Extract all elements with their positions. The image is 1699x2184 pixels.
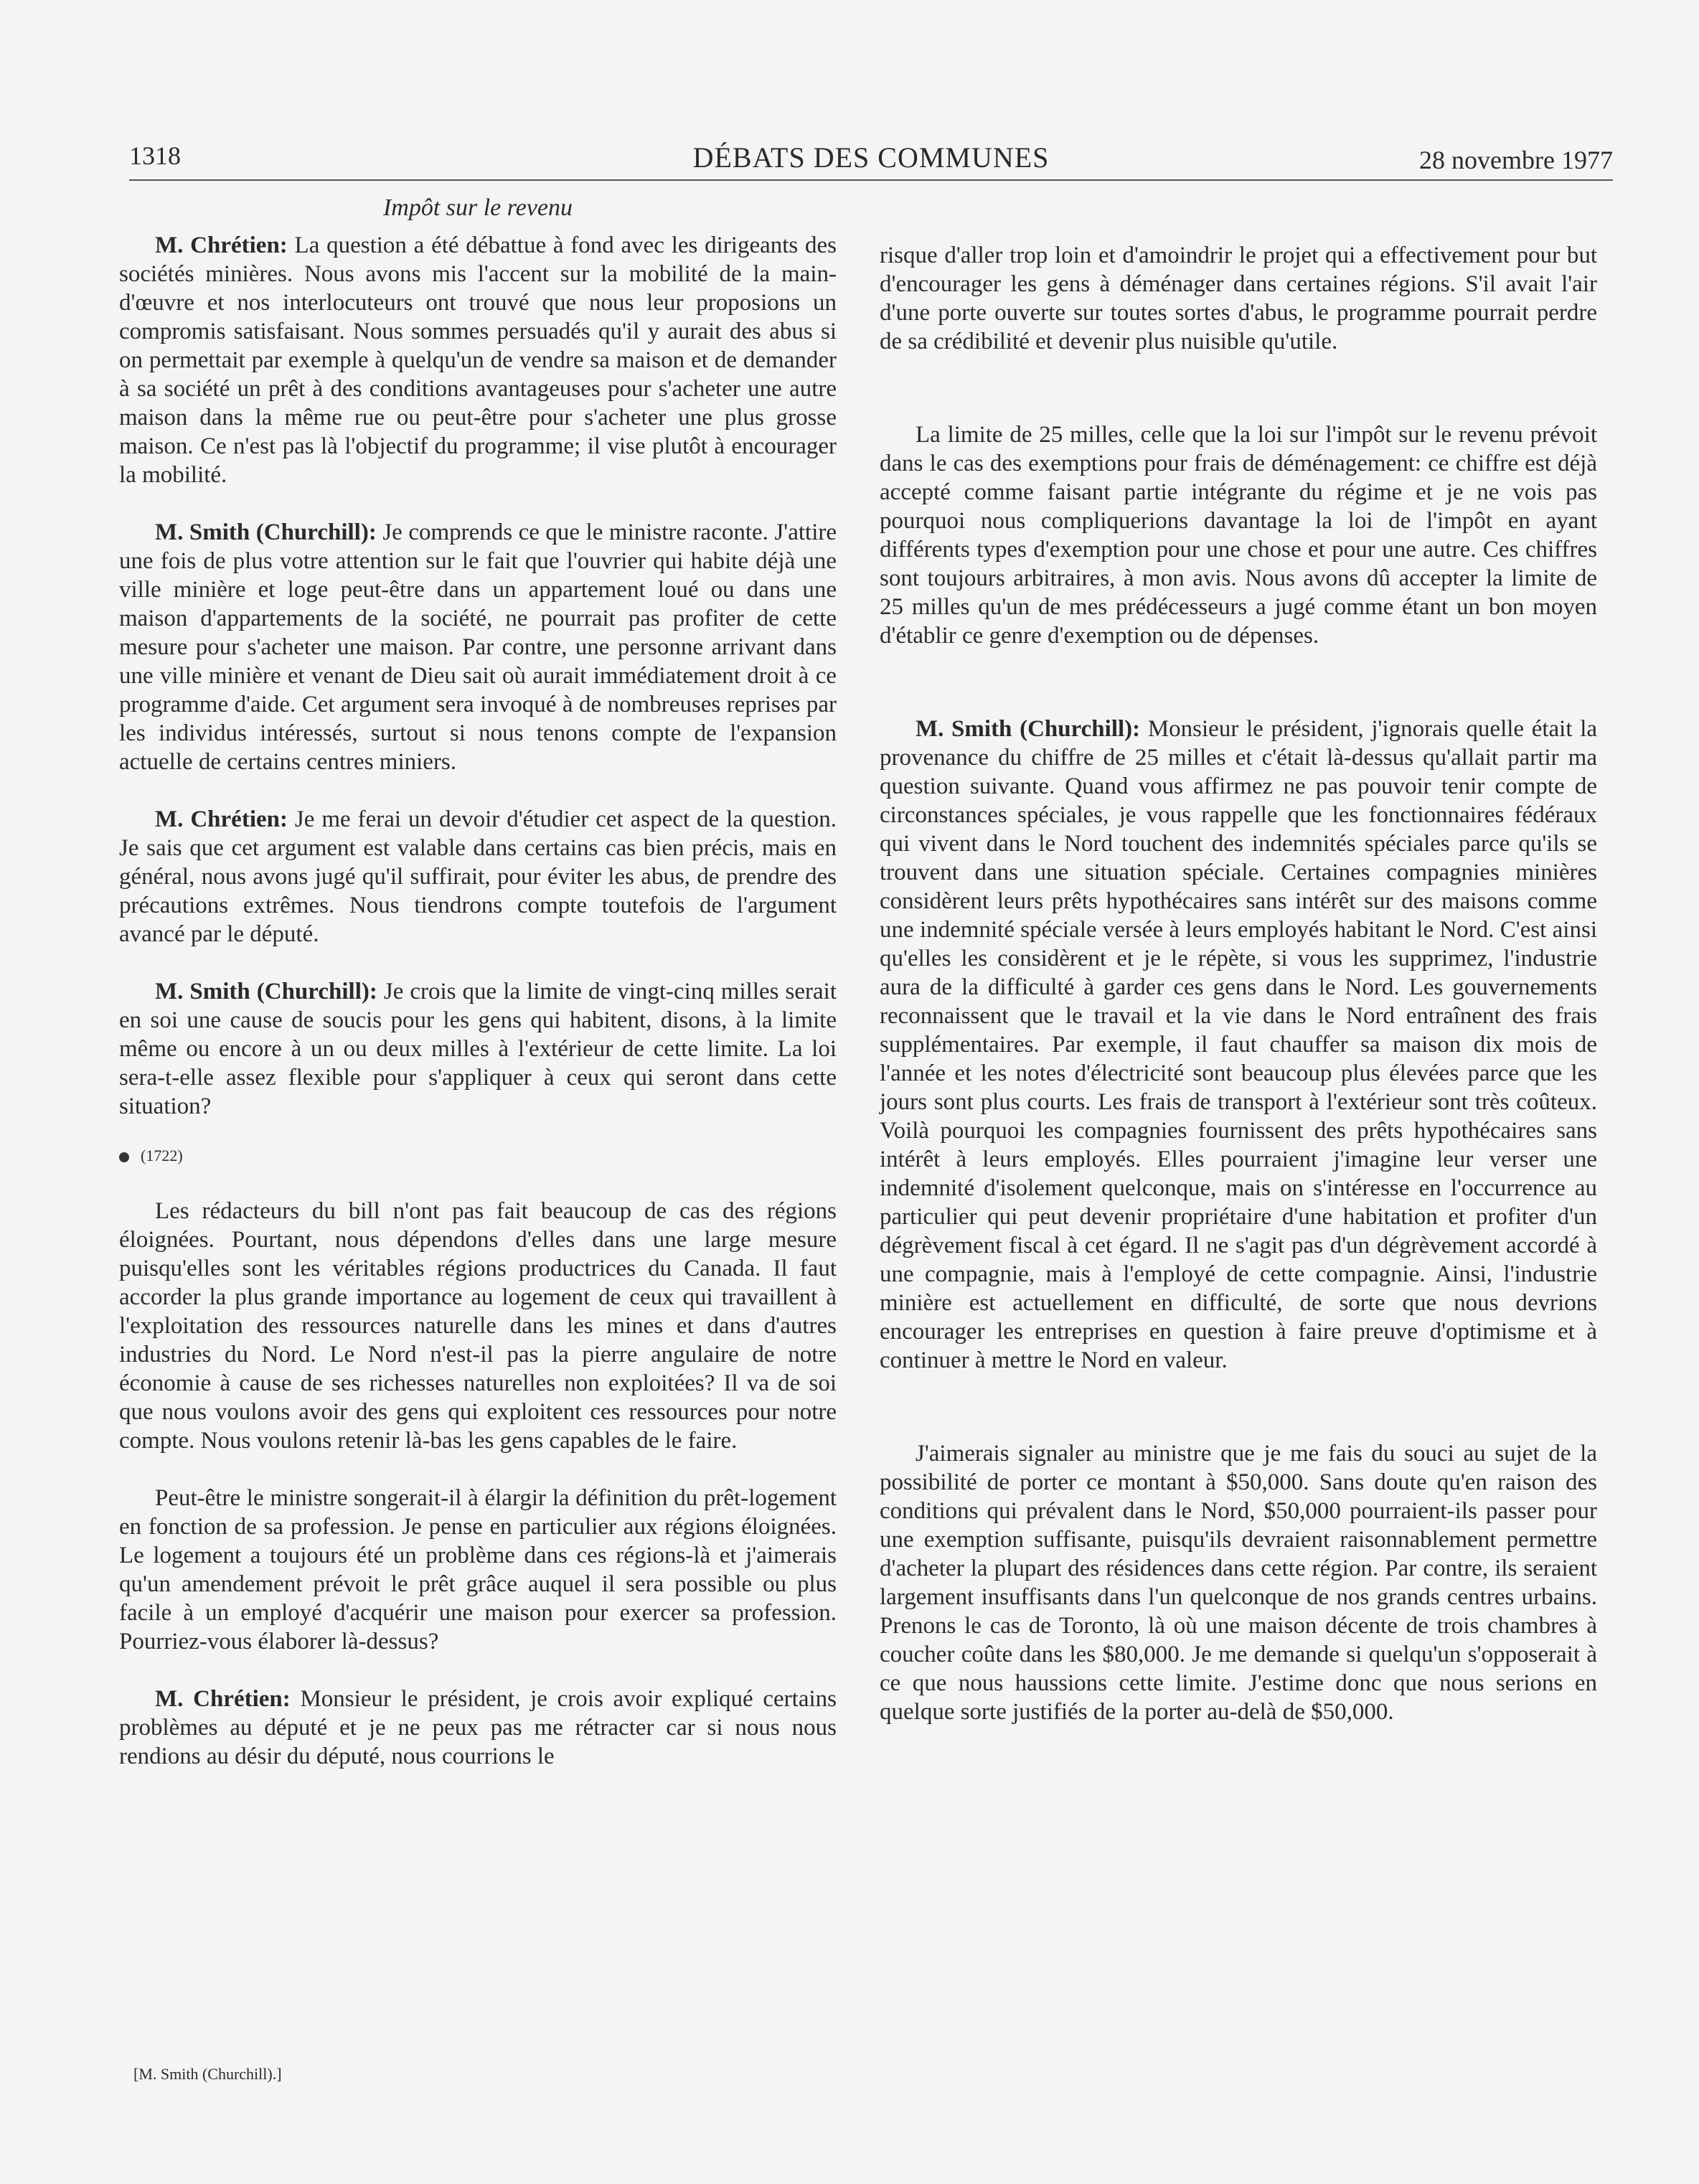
speech-text: Je comprends ce que le ministre raconte. J'attire une fois de plus votre attention sur le fait que l'ouvrier qui habite déjà une ville minière et loge peut-être dans un appartement loué ou dans une maison d'appartements de la société, ne pourrait pas profiter de cette mesure pour s'acheter une maison. Par contre, une personne arrivant dans une ville minière et venant de Dieu sait où aurait immédiatement droit à ce programme d'aide. Cet argument sera invoqué à de nombreuses reprises par les individus intéressés, surtout si nous tenons compte de l'expansion actuelle de certains centres miniers. [119,519,837,775]
speech-text: Monsieur le président, je crois avoir expliqué certains problèmes au député et je ne peux pas me rétracter car si nous nous rendions au désir du député, nous courrions le [119,1686,837,1769]
paragraph [880,1439,1597,1726]
speech-text: Les rédacteurs du bill n'ont pas fait beaucoup de cas des régions éloignées. Pourtant, nous dépendons d'elles dans une large mesure puisqu'elles sont les véritables régions productrices du Canada. Il faut accorder la plus grande importance au logement de ceux qui travaillent à l'exploitation des ressources naturelle dans les mines et dans d'autres industries du Nord. Le Nord n'est-il pas la pierre angulaire de notre économie à cause de ses richesses naturelles non exploitées? Il va de soi que nous voulons avoir des gens qui exploitent ces ressources pour notre compte. Nous voulons retenir là-bas les gens capables de le faire. [119,1198,837,1454]
speaker-name: M. Chrétien: [155,1686,291,1712]
right-column [880,241,1597,1726]
time-marker-text: (1722) [141,1147,183,1164]
speaker-name: M. Smith (Churchill): [155,979,377,1004]
publication-title: DÉBATS DES COMMUNES [692,141,1050,174]
time-marker [119,1145,837,1167]
page-date: 28 novembre 1977 [1419,146,1613,174]
left-column [119,194,837,1771]
page-header [129,138,1613,181]
paragraph [880,715,1597,1375]
paragraph [119,977,837,1121]
paragraph [880,241,1597,356]
bullet-dot-icon [119,1152,129,1162]
paragraph [119,805,837,949]
speaker-name: M. Chrétien: [155,806,288,832]
speech-text: Monsieur le président, j'ignorais quelle était la provenance du chiffre de 25 milles et c'était là-dessus qu'allait partir ma question suivante. Quand vous affirmez ne pas pouvoir tenir compte de circonstances spéciales, je vous rappelle que les fonctionnaires fédéraux qui vivent dans le Nord touchent des indemnités spéciales parce qu'ils se trouvent dans une situation spéciale. Certaines compagnies minières considèrent leurs prêts hypothécaires sans intérêt sur des maisons comme une indemnité spéciale versée à leurs employés habitant le Nord. C'est ainsi qu'elles les considèrent et je le répète, si vous les supprimez, l'industrie aura de la difficulté à garder ces gens dans le Nord. Les gouvernements reconnaissent que le travail et la vie dans le Nord entraînent des frais supplémentaires. Par exemple, il faut chauffer sa maison dix mois de l'année et les notes d'électricité sont beaucoup plus élevées parce que les jours sont plus courts. Les frais de transport à l'extérieur sont très coûteux. Voilà pourquoi les compagnies fournissent des prêts hypothécaires sans intérêt à leurs employés. Elles pourraient j'imagine leur verser une indemnité d'isolement quelconque, mais on s'intéresse en l'occurrence au particulier qui peut devenir propriétaire d'une habitation et profiter d'un dégrèvement fiscal à cet égard. Il ne s'agit pas d'un dégrèvement accordé à une compagnie, mais à l'employé de cette compagnie. Ainsi, l'industrie minière est actuellement en difficulté, de sorte que nous devrions encourager les entreprises en question à faire preuve d'optimisme et à continuer à mettre le Nord en valeur. [880,716,1598,1373]
paragraph [880,420,1597,650]
speech-text: Peut-être le ministre songerait-il à élargir la définition du prêt-logement en fonction de sa profession. Je pense en particulier aux régions éloignées. Le logement a toujours été un problème dans ces régions-là et j'aimerais qu'un amendement prévoit le prêt grâce auquel il sera possible ou plus facile à un employé d'acquérir une maison pour exercer sa profession. Pourriez-vous élaborer là-dessus? [119,1485,837,1655]
paragraph [119,1197,837,1455]
paragraph [119,518,837,776]
speech-text: La question a été débattue à fond avec les dirigeants des sociétés minières. Nous avons mis l'accent sur la mobilité de la main-d'œuvre et nos interlocuteurs ont trouvé que nous leur proposions un compromis satisfaisant. Nous sommes persuadés qu'il y aurait des abus si on permettait par exemple à quelqu'un de vendre sa maison et de demander à sa société un prêt à des conditions avantageuses pour s'acheter une autre maison dans la même rue ou peut-être pour s'acheter une plus grosse maison. Ce n'est pas là l'objectif du programme; il vise plutôt à encourager la mobilité. [119,232,837,488]
speaker-name: M. Smith (Churchill): [916,716,1141,742]
section-title: Impôt sur le revenu [382,194,573,221]
speech-text: La limite de 25 milles, celle que la loi sur l'impôt sur le revenu prévoit dans le cas des exemptions pour frais de déménagement: ce chiffre est déjà accepté comme faisant partie intégrante du régime et je ne vois pas pourquoi nous compliquerions davantage la loi de l'impôt en ayant différents types d'exemption pour une chose et pour une autre. Ces chiffres sont toujours arbitraires, à mon avis. Nous avons dû accepter la limite de 25 milles qu'un de mes prédécesseurs a jugé comme étant un bon moyen d'établir ce genre d'exemption ou de dépenses. [880,422,1597,649]
paragraph [119,231,837,489]
speaker-name: M. Chrétien: [155,232,288,258]
speaker-footnote: [M. Smith (Churchill).] [133,2065,282,2083]
paragraph [119,1484,837,1656]
page-number: 1318 [129,141,181,170]
speaker-name: M. Smith (Churchill): [155,519,377,545]
paragraph [119,1685,837,1771]
speech-text: J'aimerais signaler au ministre que je me fais du souci au sujet de la possibilité de porter ce montant à $50,000. Sans doute qu'en raison des conditions qui prévalent dans le Nord, $50,000 pourraient-ils passer pour une exemption suffisante, puisqu'ils devraient raisonnablement permettre d'acheter la plupart des résidences dans cette région. Par contre, ils seraient largement insuffisants dans l'un quelconque de nos grands centres urbains. Prenons le cas de Toronto, là où une maison décente de trois chambres à coucher coûte dans les $80,000. Je me demande si quelqu'un s'opposerait à ce que nous haussions cette limite. J'estime donc que nous serions en quelque sorte justifiés de la porter au-delà de $50,000. [880,1441,1597,1725]
speech-text: risque d'aller trop loin et d'amoindrir le projet qui a effectivement pour but d'encourager les gens à déménager dans certaines régions. S'il avait l'air d'une porte ouverte sur toutes sortes d'abus, le programme pourrait perdre de sa crédibilité et devenir plus nuisible qu'utile. [880,243,1597,354]
speech-text: Je crois que la limite de vingt-cinq milles serait en soi une cause de soucis pour les gens qui habitent, disons, à la limite même ou encore à un ou deux milles à l'extérieur de cette limite. La loi sera-t-elle assez flexible pour s'appliquer à ceux qui seront dans cette situation? [119,979,837,1119]
speech-text: Je me ferai un devoir d'étudier cet aspect de la question. Je sais que cet argument est valable dans certains cas bien précis, mais en général, nous avons jugé qu'il suffirait, pour éviter les abus, de prendre des précautions extrêmes. Nous tiendrons compte toutefois de l'argument avancé par le député. [119,806,837,947]
